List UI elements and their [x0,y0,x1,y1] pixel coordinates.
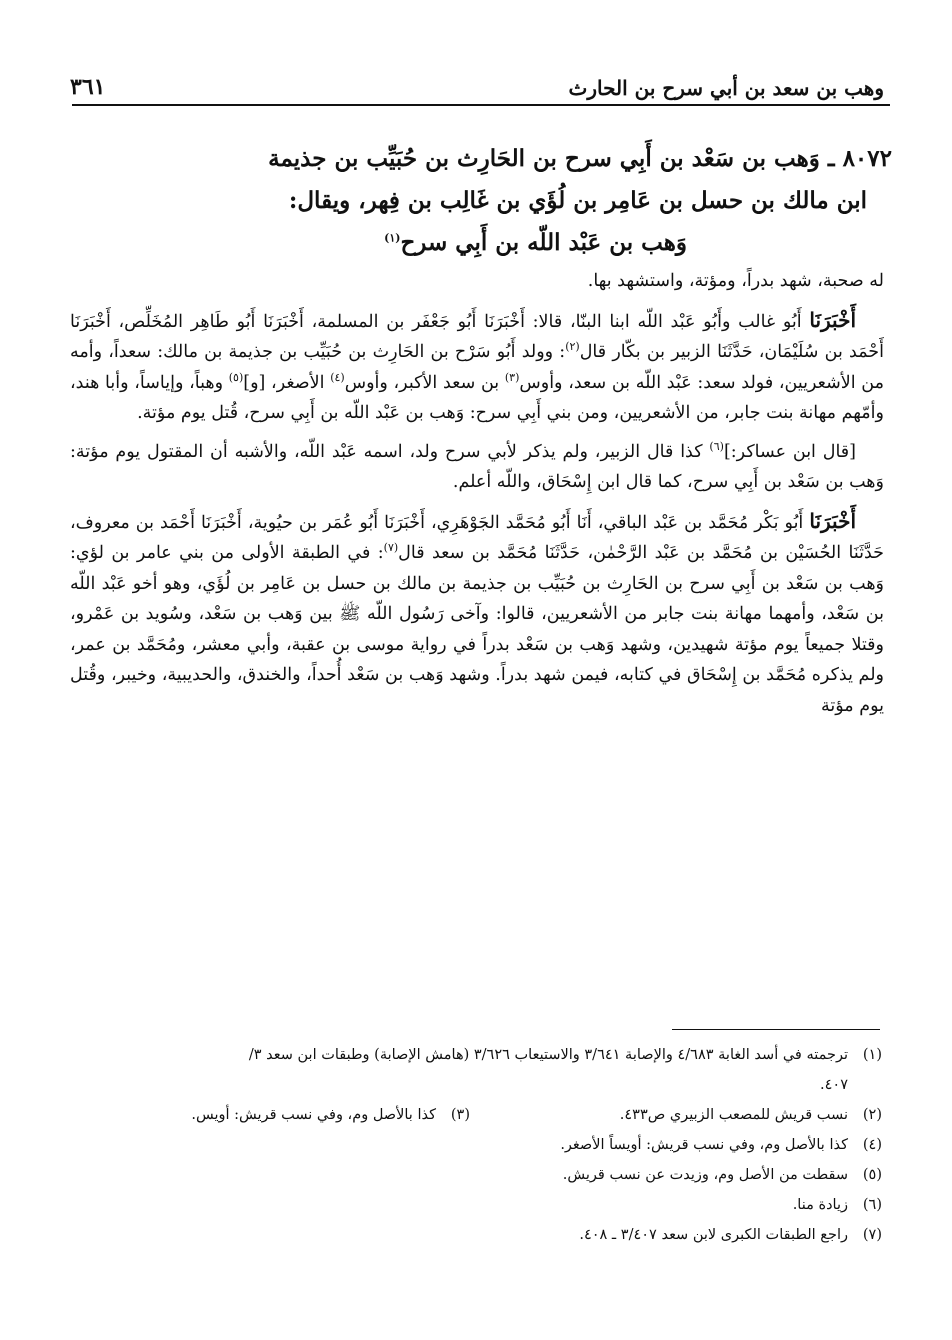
footnote-ref-4: (٤) [330,370,345,384]
footnote-ref-1: (١) [384,231,401,245]
paragraph-3 [70,437,884,498]
footnote-text: سقطت من الأصل وم، وزيدت عن نسب قريش. [562,1167,848,1183]
footnote-7 [90,1220,882,1250]
paragraph-2-text-b: : وولد أَبُو سَرْح بن الحَارِث بن حُبَيِّب بن جذيمة بن مالك: سعداً، وأمه من الأشعريين، فولد سعد: عَبْد اللّه بن سعد، وأوس [70,342,884,393]
paragraph-3-text-a: [قال ابن عساكر:] [723,441,856,462]
running-title: وهب بن سعد بن أبي سرح بن الحارث [568,76,884,100]
entry-title-line-3 [60,222,892,264]
paragraph-2-text-d: الأصغر، [و] [243,372,331,393]
footnote-text-continued: ٤٠٧. [820,1077,848,1093]
paragraph-2-text-e: وهباً، وإياساً، وأبا هند، وأمّهم مهانة بنت جابر، من الأشعريين، ومن بني أَبِي سرح: وَهب بن عَبْد اللّه بن أَبِي سرح، قُتل يوم مؤتة. [70,372,884,423]
page-number: ٣٦١ [70,74,106,100]
body-text [70,266,884,729]
footnote-text: ترجمته في أسد الغابة ٤/٦٨٣ والإصابة ٣/٦٤١ والاستيعاب ٣/٦٢٦ (هامش الإصابة) وطبقات ابن سعد ٣/ [248,1047,848,1063]
footnote-text: راجع الطبقات الكبرى لابن سعد ٣/٤٠٧ ـ ٤٠٨. [579,1227,848,1243]
isnad-keyword: أَخْبَرَنَا [809,508,856,533]
footnote-text: كذا بالأصل وم، وفي نسب قريش: أويساً الأصغر. [560,1137,848,1153]
footnote-number: (٣) [450,1107,470,1123]
paragraph-2 [70,305,884,429]
running-header [70,60,884,100]
header-rule [72,104,890,106]
paragraph-4 [70,506,884,722]
entry-title-line-1: ٨٠٧٢ ـ وَهب بن سَعْد بن أَبِي سرح بن الحَارِث بن حُبَيِّب بن جذيمة [268,145,892,172]
paragraph-4-text-a: أَبُو بَكْر مُحَمَّد بن عَبْد الباقي، أَنَا أَبُو مُحَمَّد الجَوْهَرِي، أَخْبَرَنَا أَبُو عُمَر بن حيُوية، أَخْبَرَنَا أَحْمَد بن معروف، حَدَّثَنَا الحُسَيْن بن مُحَمَّد بن عَبْد الرَّحْمٰن، حَدَّثَنَا مُحَمَّد بن سعد قال [70,512,884,563]
footnote-4 [90,1130,882,1160]
footnote-5 [90,1160,882,1190]
footnote-ref-6: (٦) [709,439,724,453]
entry-title-line-3-text: وَهب بن عَبْد اللّه بن أَبِي سرح [400,229,687,256]
footnote-row [90,1100,882,1130]
footnote-ref-7: (٧) [383,541,399,555]
footnote-number: (٥) [862,1167,882,1183]
footnote-text: كذا بالأصل وم، وفي نسب قريش: أويس. [191,1107,436,1123]
footnote-number: (٦) [862,1197,882,1213]
footnote-3 [90,1100,470,1130]
footnote-number: (٧) [862,1227,882,1243]
paragraph-2-text-c: بن سعد الأكبر، وأوس [344,372,505,393]
footnote-rule [672,1029,880,1030]
paragraph-1: له صحبة، شهد بدراً، ومؤتة، واستشهد بها. [587,271,884,291]
footnote-2 [470,1100,882,1130]
footnote-ref-2: (٢) [565,340,580,354]
footnotes [90,1040,882,1250]
footnote-ref-3: (٣) [504,370,520,384]
footnote-6 [90,1190,882,1220]
paragraph-4-text-b: : في الطبقة الأولى من بني عامر بن لؤي: وَهب بن سَعْد بن أَبِي سرح بن الحَارِث بن حُبَيِّب بن جذيمة بن مالك بن حسل بن عَامِر بن لُؤَي، وهو أخو عَبْد اللّه بن سَعْد، وأمهما مهانة بنت جابر من الأشعريين، قالوا: وآخى رَسُول اللّه ﷺ بين وَهب بن سَعْد، وسُويد بن عَمْرو، وقتلا جميعاً يوم مؤتة شهيدين، وشهد وَهب بن سَعْد بدراً في رواية موسى بن عقبة، وأبي معشر، ومُحَمَّد بن عمر، ولم يذكره مُحَمَّد بن إِسْحَاق في كتابه، فيمن شهد بدراً. وشهد وَهب بن سَعْد أُحداً، والخندق، والحديبية، وخيبر، وقُتل يوم مؤتة [70,543,884,716]
entry-title-line-2: ابن مالك بن حسل بن عَامِر بن لُؤَي بن غَالِب بن فِهر، ويقال: [288,187,867,214]
isnad-keyword: أَخْبَرَنَا [809,307,856,332]
paragraph-3-text-b: كذا قال الزبير، ولم يذكر لأبي سرح ولد، اسمه عَبْد اللّه، والأشبه أن المقتول يوم مؤتة: وَهب بن سَعْد بن أَبِي سرح، كما قال ابن إِسْحَاق، واللّه أعلم. [70,441,884,492]
entry-title [60,138,892,264]
footnote-1 [90,1040,882,1100]
footnote-text: زيادة منا. [792,1197,848,1213]
footnote-text: نسب قريش للمصعب الزبيري ص٤٣٣. [619,1107,848,1123]
footnote-ref-5: (٥) [228,370,244,384]
paragraph-2-text-a: أَبُو غالب وأَبُو عَبْد اللّه ابنا البنّا، قالا: أَخْبَرَنَا أَبُو جَعْفَر بن المسلمة، أَخْبَرَنَا أَبُو طَاهِر المُخَلِّص، أَخْبَرَنَا أَحْمَد بن سُلَيْمَان، حَدَّثَنَا الزبير بن بكّار قال [70,311,884,362]
footnote-number: (٢) [862,1107,882,1123]
footnote-number: (٤) [862,1137,882,1153]
footnote-number: (١) [862,1047,882,1063]
